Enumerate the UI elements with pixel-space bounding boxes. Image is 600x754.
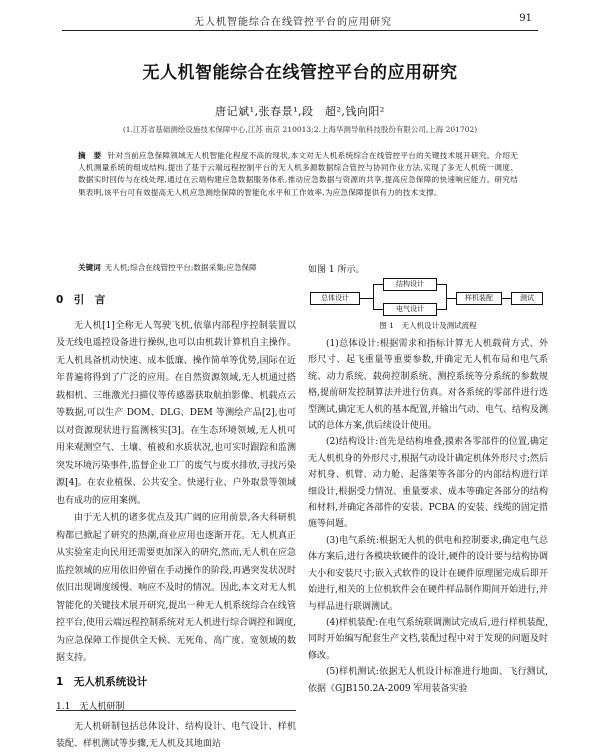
box-testing: 测试: [511, 292, 543, 305]
section-1-1-paragraph: 无人机研制包括总体设计、结构设计、电气设计、样机装配、样机测试等步骤,无人机及其地面站: [56, 721, 296, 749]
keywords-label: 关键词: [78, 263, 101, 272]
connector: [446, 298, 456, 299]
connector: [373, 284, 374, 310]
box-overall-design: 总体设计: [310, 292, 360, 305]
box-electrical-design: 电气设计: [383, 303, 437, 316]
intro-paragraph: 由于无人机的诸多优点及其广阔的应用前景,各大科研机构都已掀起了研究的热潮,商业应用也逐渐开花。无人机真正从实验室走向民用还需要更加深入的研究,然而,无人机在应急监控领域的应用依旧停留在手动操作的阶段,再遇突发状况时依旧出现调度缓慢、响应不及时的情况。因此,本文对无人机智能化的关键技术展开研究,提出一种无人机系统综合在线管控平台,使用云端远程控制系统对无人机进行综合调控和调度,为应急保障工作提供全天候、无死角、高广度、宽领域的数据支持。: [56, 513, 296, 663]
authors: 唐记斌¹,张春景¹,段 超²,钱向阳²: [215, 105, 385, 118]
abstract-label: 摘 要: [78, 151, 102, 160]
section-1-1-heading: 1.1 无人机研制: [56, 702, 125, 712]
affiliation: (1.江苏省基础测绘设施技术保障中心,江苏 南京 210013;2.上海华测导航科技股份有限公司,上海 201702): [122, 125, 478, 134]
connector: [359, 298, 373, 299]
left-column: [56, 286, 296, 754]
box-structure-design: 结构设计: [383, 278, 437, 291]
intro-heading: 0 引 言: [56, 294, 106, 306]
page-number: 91: [519, 13, 532, 24]
step-paragraph: (2)结构设计:首先是结构堆叠,摸索各零部件的位置,确定无人机机身的外形尺寸,根据气动设计确定机体外形尺寸;然后对机身、机臂、动力舱、起落架等各部分的内部结构进行详细设计,根据受力情况、重量要求、成本等确定各部分的结构和材料,并确定各部件的安装、PCBA 的安装、线缆的固定措施等问题。: [308, 437, 548, 530]
connector: [373, 284, 383, 285]
figure-1-caption: 图 1 无人机设计及测试流程: [379, 321, 477, 330]
figure-1-flowchart: [308, 278, 548, 318]
connector: [501, 298, 511, 299]
keywords: [78, 262, 518, 273]
keywords-text: 无人机;综合在线管控平台;数据采集;应急保障: [104, 263, 257, 272]
connector: [436, 309, 446, 310]
abstract-text: 针对当前应急保障领域无人机智能化程度不高的现状,本文对无人机系统综合在线管控平台的关键技术展开研究。介绍无人机测量系统的组成结构,提出了基于云端远程控制平台的无人机多源数据综合管控与协同作业方法,实现了多无人机统一调度、数据实时回传与在线处理,通过在云端构建应急数据服务体系,推动应急数据与资源的共享,提高应急保障的快速响应能力。研究结果表明,该平台可有效提高无人机应急测绘保障的智能化水平和工作效率,为应急保障提供有力的技术支撑。: [78, 151, 518, 197]
intro-paragraph: 无人机[1]全称无人驾驶飞机,依靠内部程序控制装置以及无线电遥控设备进行操纵,也可以由机载计算机自主操作。无人机具备机动快速、成本低廉、操作简单等优势,国际在近年普遍将得到了广泛的应用。在自然资源领域,无人机通过搭载相机、三维激光扫描仪等传感器获取航拍影像、机载点云等数据,可以生产 DOM、DLG、DEM 等测绘产品[2],也可以对资源现状进行监测核实[3]。在生态环境领域,无人机可用来观测空气、土壤、植被和水质状况,也可实时跟踪和监测突发环境污染事件,监督企业工厂的废气与废水排放,寻找污染源[4]。在农业植保、公共安全、快递行业、户外取景等领域也有成功的应用案例。: [56, 320, 296, 506]
figure-intro: 如图 1 所示。: [308, 265, 365, 275]
paper-title: 无人机智能综合在线管控平台的应用研究: [142, 63, 458, 83]
connector: [373, 309, 383, 310]
running-header-title: 无人机智能综合在线管控平台的应用研究: [194, 17, 392, 28]
section-1-heading: 1 无人机系统设计: [56, 675, 148, 688]
connector: [446, 284, 447, 310]
running-header: [62, 10, 538, 31]
step-paragraph: (3)电气系统:根据无人机的供电和控制要求,确定电气总体方案后,进行各模块软硬件的设计,硬件的设计要与结构协调大小和安装尺寸;嵌入式软件的设计在硬件原理图完成后即开始进行,相关的上位机软件会在硬件样品制作期间开始进行,并与样品进行联调测试。: [308, 535, 548, 612]
step-paragraph: (1)总体设计:根据需求和指标计算无人机载荷方式、外形尺寸、起飞重量等重要参数,并确定无人机布局和电气系统、动力系统、载荷控制系统、测控系统等分系统的参数规格,提前研发控制算法并进行仿真。对各系统的零部件进行选型测试,确定无人机的基本配置,并输出气动、电气、结构及测试的总体方案,供后续设计使用。: [308, 339, 548, 432]
box-prototype-assembly: 样机装配: [456, 292, 502, 305]
connector: [436, 284, 446, 285]
step-paragraph: (4)样机装配:在电气系统联调测试完成后,进行样机装配,同时开始编写配套生产文档,装配过程中对于发现的问题及时修改。: [308, 617, 548, 661]
step-paragraph: (5)样机测试:依据无人机设计标准进行地面、飞行测试,依据《GJB150.2A-2009 军用装备实验: [308, 667, 548, 694]
abstract: [78, 150, 518, 199]
right-column-body: [308, 336, 548, 697]
